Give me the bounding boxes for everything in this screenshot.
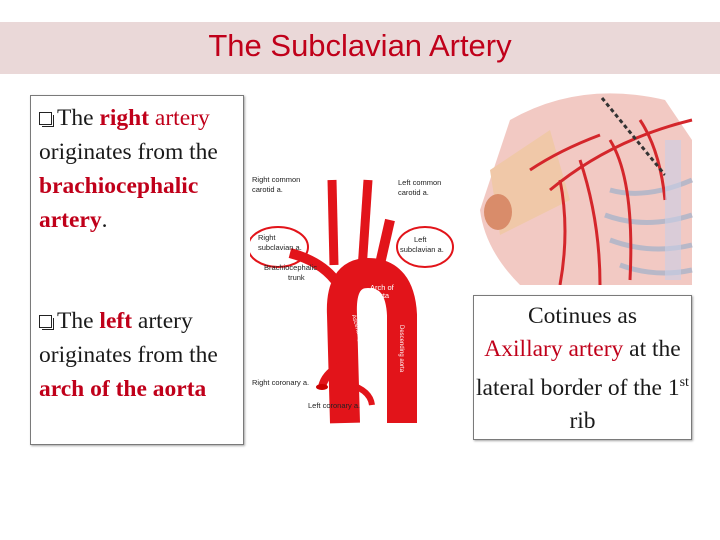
paragraph-right-artery: The right artery originates from the brachiocephalic artery. <box>39 105 218 233</box>
svg-text:carotid a.: carotid a. <box>252 185 283 194</box>
shoulder-anatomy-image <box>460 80 695 285</box>
label-left-common-carotid: Left common <box>398 178 442 187</box>
aortic-arch-diagram <box>250 165 460 435</box>
axillary-continuation-text: Cotinues as Axillary artery at the lateral border of the 1st rib <box>476 303 689 434</box>
right-text-box <box>473 295 692 440</box>
svg-text:trunk: trunk <box>288 273 305 282</box>
label-ascending: Ascending aorta <box>350 313 368 358</box>
label-descending: Descending aorta <box>398 325 404 373</box>
label-right-coronary: Right coronary a. <box>252 378 310 387</box>
label-arch: Arch of <box>370 283 394 292</box>
checkbox-bullet-icon <box>39 315 52 328</box>
svg-text:subclavian a.: subclavian a. <box>258 243 302 252</box>
checkbox-bullet-icon <box>39 112 52 125</box>
label-right-common-carotid: Right common <box>252 175 301 184</box>
slide-title: The Subclavian Artery <box>208 28 512 63</box>
label-left-coronary: Left coronary a. <box>308 401 361 410</box>
left-text-box <box>30 95 244 445</box>
label-brachiocephalic: Brachiocephalic <box>264 263 317 272</box>
svg-text:aorta: aorta <box>372 291 390 300</box>
svg-text:carotid a.: carotid a. <box>398 188 429 197</box>
paragraph-left-artery: The left artery originates from the arch of the aorta <box>39 308 218 402</box>
label-left-subclavian: Left <box>414 235 427 244</box>
svg-text:subclavian a.: subclavian a. <box>400 245 444 254</box>
label-right-subclavian: Right <box>258 233 276 242</box>
